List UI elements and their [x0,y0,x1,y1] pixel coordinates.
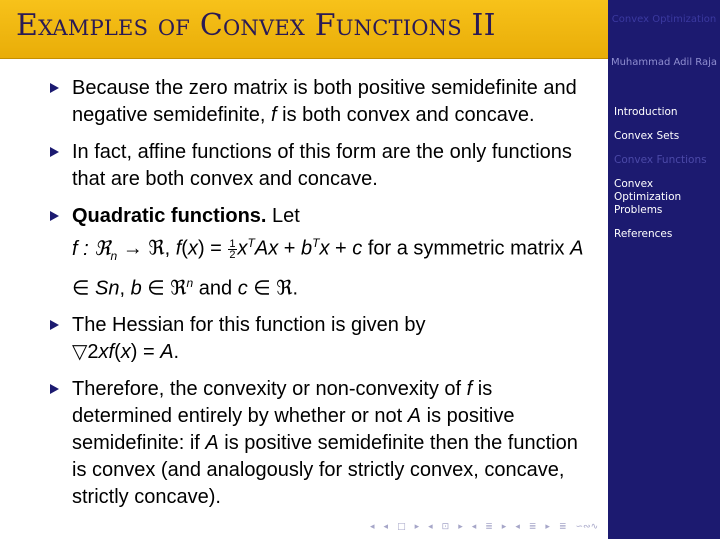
nav-doc-prev-icon[interactable]: ◂ [515,522,520,532]
bullet-text: Therefore, the convexity or non-convexity of f is determined entirely by whether or not A is positive semidefinite: if A is positive semidefinite then the function is convex (and analogously for strictly convex, concave, strictly concave). [72,378,578,509]
bullet-item [48,203,593,302]
bullet-item [48,312,593,366]
sidebar [608,0,720,539]
bullet-triangle-icon [50,320,59,330]
sidebar-presentation-title[interactable]: Convex Optimization [611,14,717,25]
bullet-triangle-icon [50,384,59,394]
nav-first-icon[interactable]: ◂ [370,522,375,532]
fraction: $\frac{1}{2}$ [229,237,236,261]
bullet-heading: Quadratic functions. [72,205,267,227]
sidebar-item-convex-functions[interactable]: Convex Functions [614,154,707,166]
nav-section-next-icon[interactable]: ▸ [501,522,507,532]
bullet-list [48,75,593,521]
bullet-triangle-icon [50,147,59,157]
sidebar-item-references[interactable]: References [614,228,673,240]
bullet-text: Because the zero matrix is both positive semidefinite and negative semidefinite, f is both convex and concave. [72,77,577,126]
bullet-item [48,376,593,511]
nav-search-icon[interactable]: ∽∾∿ [575,522,599,532]
sidebar-item-convex-sets[interactable]: Convex Sets [614,130,680,142]
nav-frame-prev-icon[interactable]: ◂ [383,522,389,532]
math-formula: f : ℜ$_n$ [72,237,118,263]
nav-section-icon[interactable]: ≣ [485,522,493,532]
title-bar [0,0,608,59]
bullet-triangle-icon [50,211,59,221]
slide-title: Examples of Convex Functions II [16,8,496,43]
nav-subsection-next-icon[interactable]: ▸ [458,522,463,532]
nav-frame-next-icon[interactable]: ▸ [414,522,420,532]
nav-section-prev-icon[interactable]: ◂ [471,522,477,532]
nav-doc-next-icon[interactable]: ▸ [545,522,550,532]
nav-subsection-icon[interactable]: ⊡ [441,522,450,532]
nav-subsection-prev-icon[interactable]: ◂ [428,522,433,532]
bullet-item [48,139,593,193]
nav-frame-icon[interactable]: □ [397,522,406,532]
bullet-text: Quadratic functions. Let f : ℜ$_n$ → ℜ, f(x) = $\frac{1}{2}$ $x^TAx + b^Tx + c$ for a symmetric matrix A ∈ Sn, b ∈ ℜ$^n$ and c ∈ ℜ. [72,205,584,300]
bullet-text: The Hessian for this function is given by ▽2xf(x) = A. [72,314,426,364]
bullet-item [48,75,593,129]
sidebar-nav [614,106,718,252]
nav-doc-icon[interactable]: ≣ [528,522,537,532]
nav-align-icon[interactable]: ≣ [558,522,567,532]
sidebar-item-introduction[interactable]: Introduction [614,106,678,118]
bullet-triangle-icon [50,83,59,93]
sidebar-author: Muhammad Adil Raja [610,57,718,68]
bullet-text: In fact, affine functions of this form are the only functions that are both convex and concave. [72,141,572,190]
sidebar-item-convex-optimization-problems[interactable]: Convex Optimization Problems [614,178,682,216]
beamer-navigation-bar [370,520,598,534]
